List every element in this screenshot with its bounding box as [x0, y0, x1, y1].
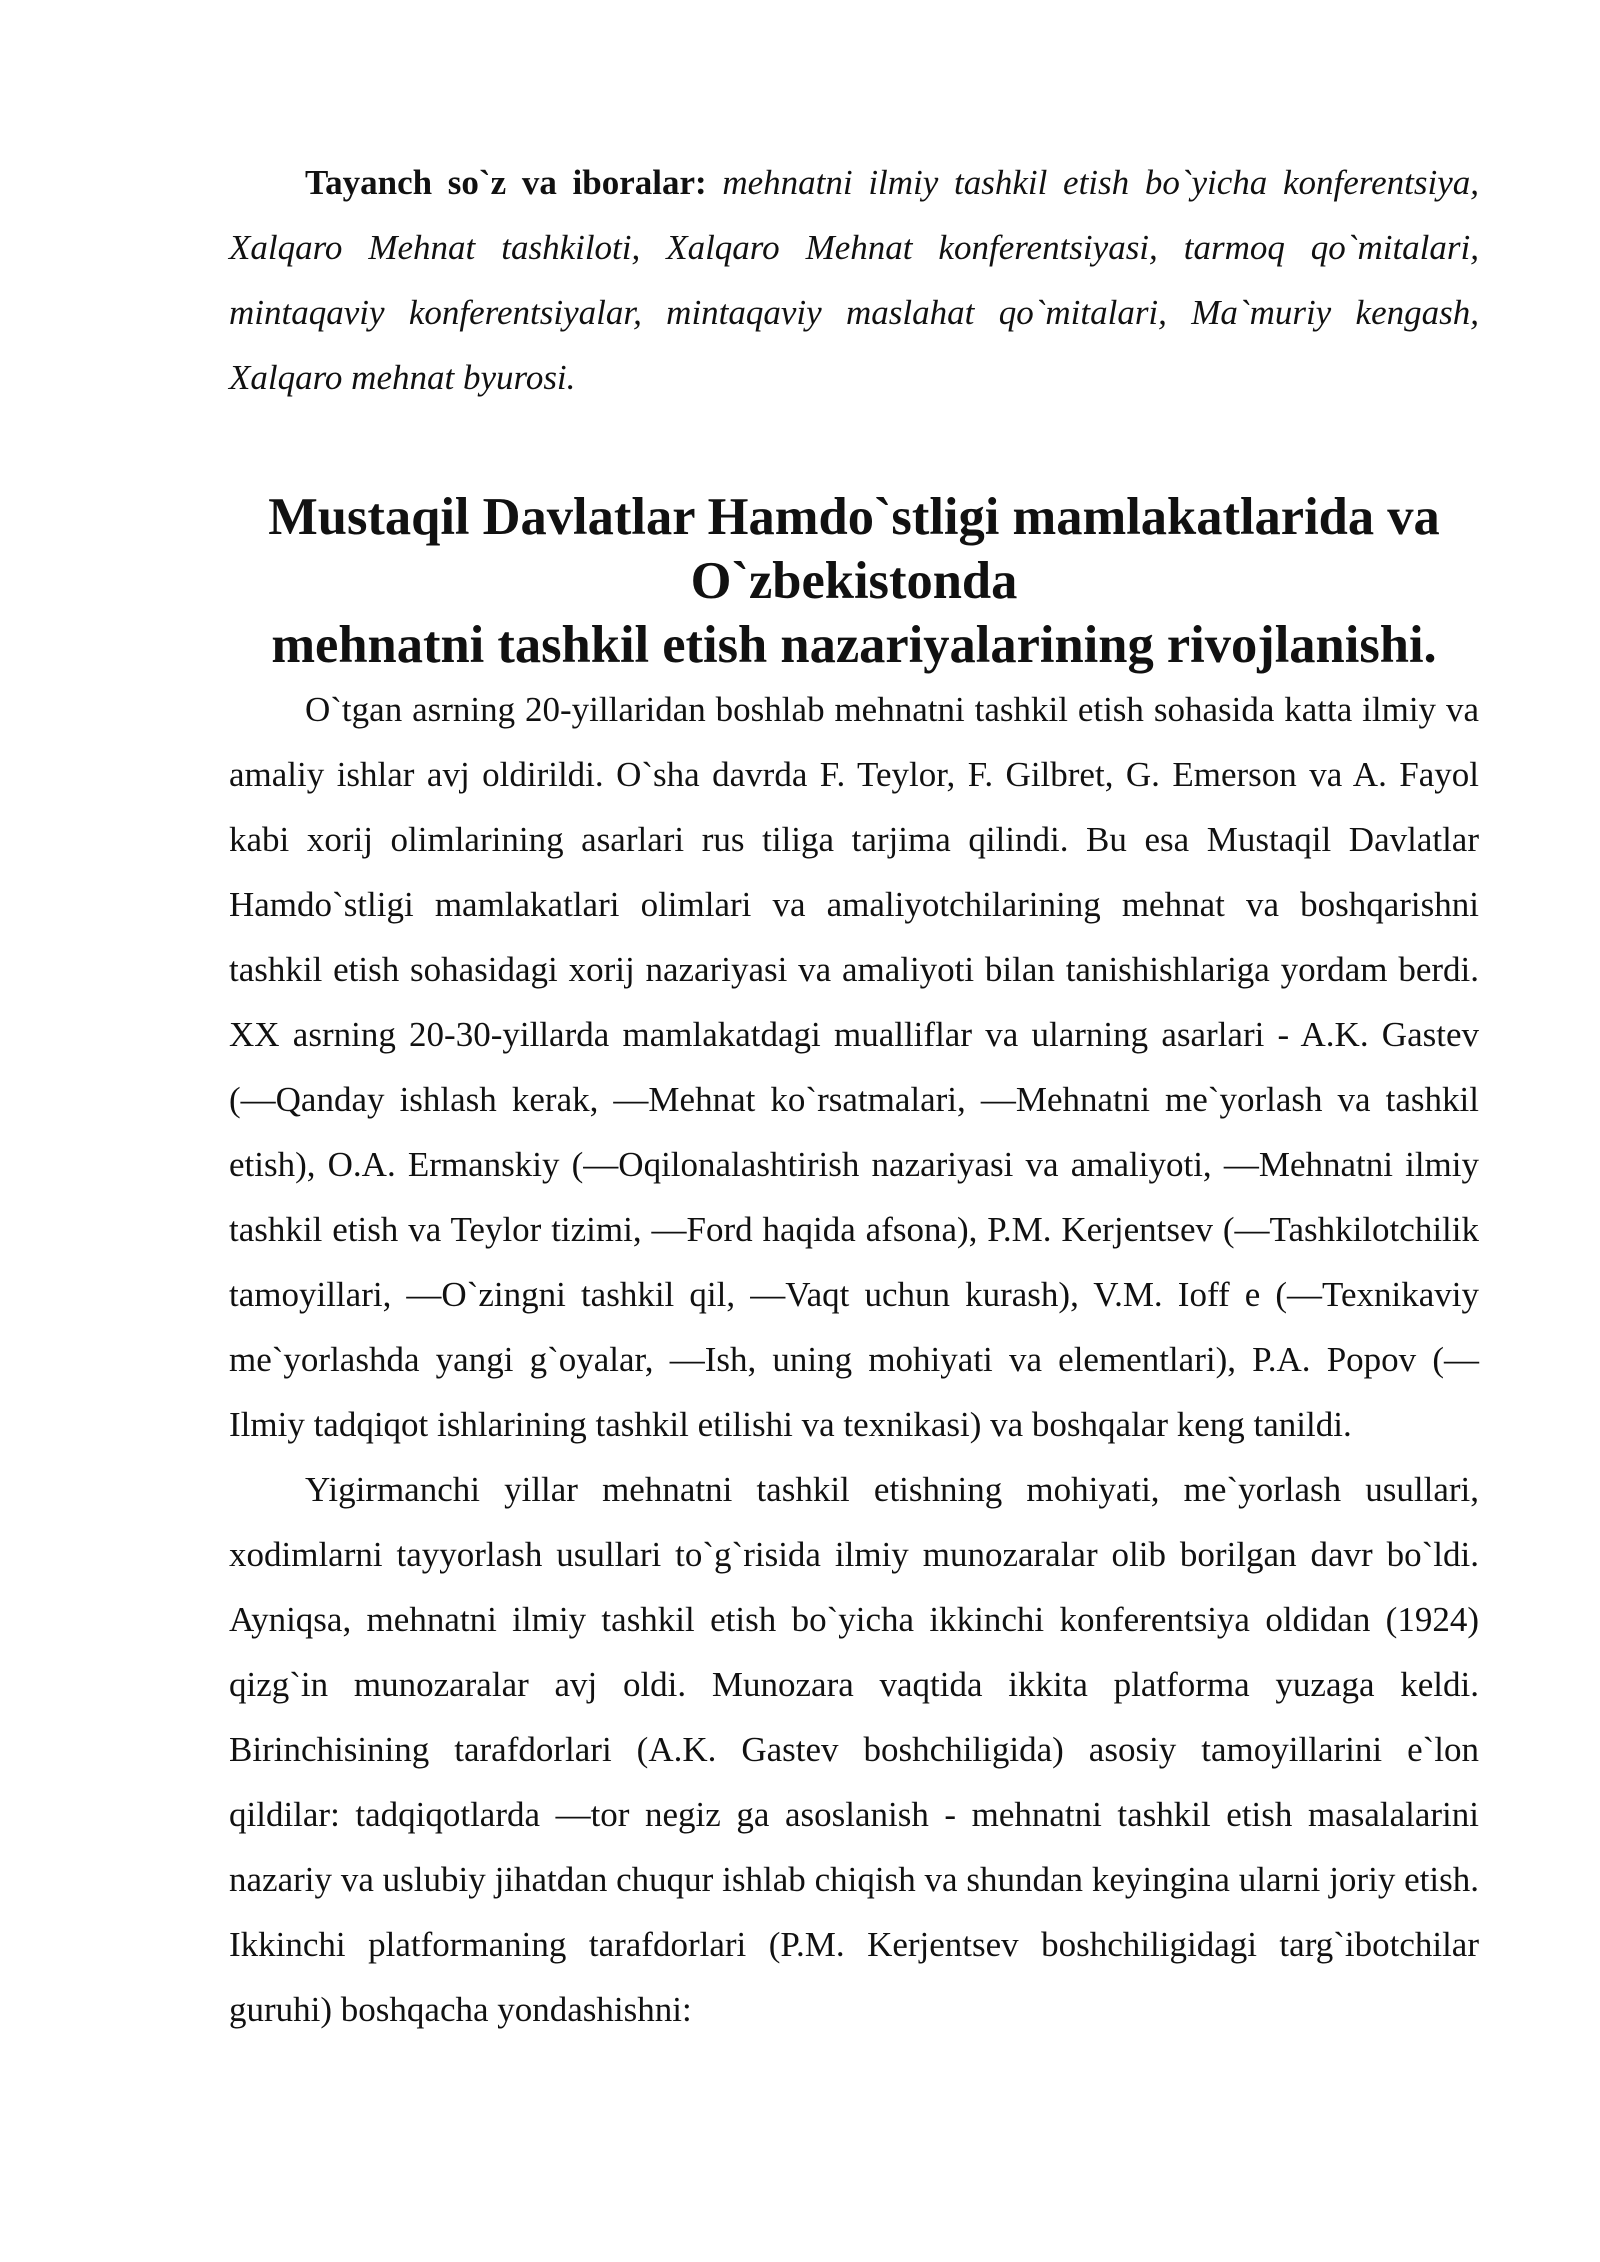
section-heading-line-1: Mustaqil Davlatlar Hamdo`stligi mamlakatlarida va O`zbekistonda: [268, 488, 1440, 610]
keywords-label: Tayanch so`z va iboralar:: [305, 163, 707, 202]
keywords-text: mehnatni ilmiy tashkil etish bo`yicha konferentsiya, Xalqaro Mehnat tashkiloti, Xalqaro Mehnat konferentsiyasi, tarmoq qo`mitalari, mintaqaviy konferentsiyalar, mintaqaviy maslahat qo`mitalari, Ma`muriy kengash, Xalqaro mehnat byurosi.: [229, 163, 1479, 397]
body-paragraph-1: O`tgan asrning 20-yillaridan boshlab mehnatni tashkil etish sohasida katta ilmiy va amaliy ishlar avj oldirildi. O`sha davrda F. Teylor, F. Gilbret, G. Emerson va A. Fayol kabi xorij olimlarining asarlari rus tiliga tarjima qilindi. Bu esa Mustaqil Davlatlar Hamdo`stligi mamlakatlari olimlari va amaliyotchilarining mehnat va boshqarishni tashkil etish sohasidagi xorij nazariyasi va amaliyoti bilan tanishishlariga yordam berdi. XX asrning 20-30-yillarda mamlakatdagi mualliflar va ularning asarlari - A.K. Gastev (—Qanday ishlash kerak, —Mehnat ko`rsatmalari, —Mehnatni me`yorlash va tashkil etish), O.A. Ermanskiy (—Oqilonalashtirish nazariyasi va amaliyoti, —Mehnatni ilmiy tashkil etish va Teylor tizimi, —Ford haqida afsona), P.M. Kerjentsev (—Tashkilotchilik tamoyillari, —O`zingni tashkil qil, —Vaqt uchun kurash), V.M. Ioff e (—Texnikaviy me`yorlashda yangi g`oyalar, —Ish, uning mohiyati va elementlari), P.A. Popov (—Ilmiy tadqiqot ishlarining tashkil etilishi va texnikasi) va boshqalar keng tanildi.: [229, 690, 1479, 1444]
section-heading-line-2: mehnatni tashkil etish nazariyalarining rivojlanishi.: [271, 616, 1437, 674]
keywords-paragraph: [229, 150, 1479, 410]
section-heading: [229, 485, 1479, 677]
document-page: [229, 150, 1479, 2042]
body-paragraph-2: Yigirmanchi yillar mehnatni tashkil etishning mohiyati, me`yorlash usullari, xodimlarni tayyorlash usullari to`g`risida ilmiy munozaralar olib borilgan davr bo`ldi. Ayniqsa, mehnatni ilmiy tashkil etish bo`yicha ikkinchi konferentsiya oldidan (1924) qizg`in munozaralar avj oldi. Munozara vaqtida ikkita platforma yuzaga keldi. Birinchisining tarafdorlari (A.K. Gastev boshchiligida) asosiy tamoyillarini e`lon qildilar: tadqiqotlarda —tor negiz ga asoslanish - mehnatni tashkil etish masalalarini nazariy va uslubiy jihatdan chuqur ishlab chiqish va shundan keyingina ularni joriy etish. Ikkinchi platformaning tarafdorlari (P.M. Kerjentsev boshchiligidagi targ`ibotchilar guruhi) boshqacha yondashishni:: [229, 1470, 1479, 2029]
